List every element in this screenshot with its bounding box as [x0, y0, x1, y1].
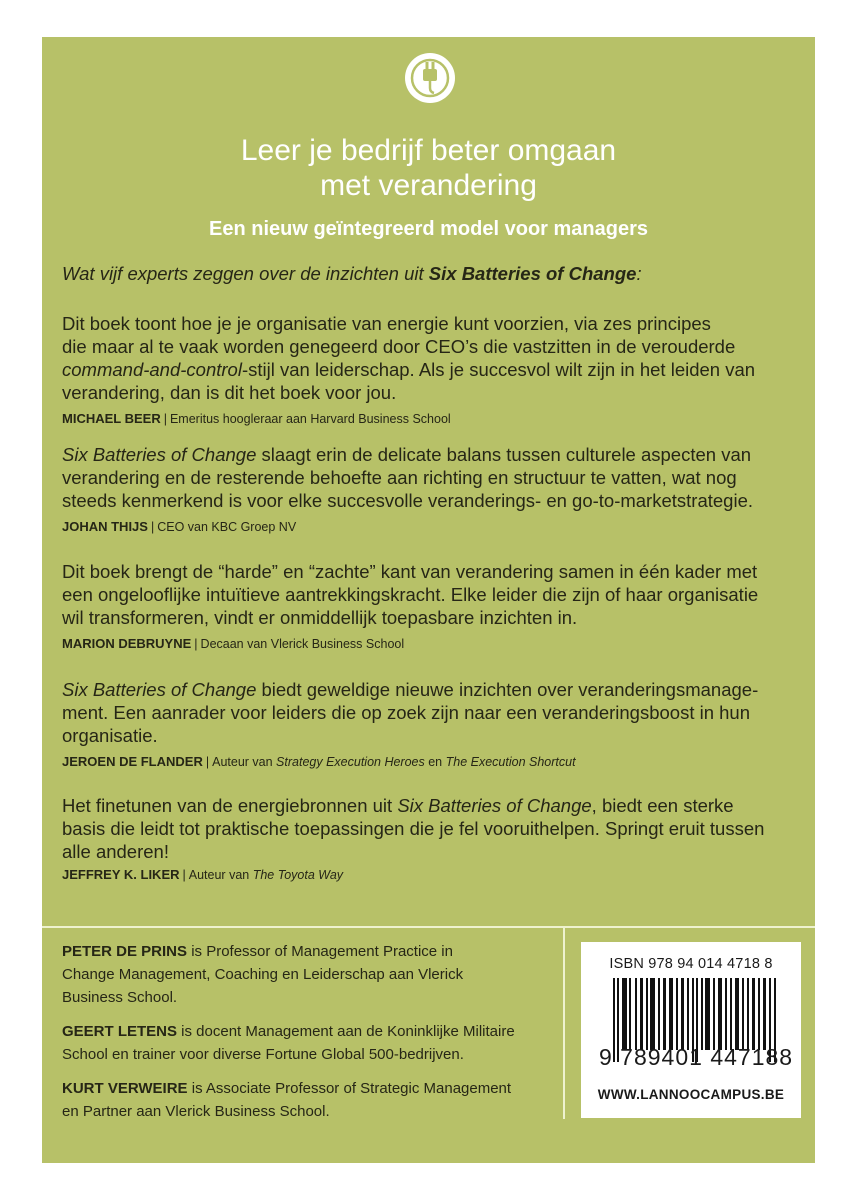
quote-attribution: MARION DEBRUYNE | Decaan van Vlerick Business School	[62, 636, 405, 651]
quote-attribution: JEFFREY K. LIKER | Auteur van The Toyota Way	[62, 867, 344, 882]
author-bios	[62, 940, 515, 1134]
quote-attribution: JOHAN THIJS | CEO van KBC Groep NV	[62, 519, 297, 534]
headline-line-1: Leer je bedrijf beter omgaan	[240, 134, 617, 167]
isbn-digits: 9 789401 447188	[599, 1044, 794, 1070]
author-name: JEFFREY K. LIKER	[62, 867, 180, 882]
horizontal-divider	[42, 926, 815, 928]
bio-kurt-verweire: KURT VERWEIRE is Associate Professor of Strategic Management en Partner aan Vlerick Business School.	[62, 1080, 512, 1120]
quote-jeffrey-liker: Het finetunen van de energiebronnen uit Six Batteries of Change, biedt een sterke basis die leidt tot praktische toepassingen die je fel vooruithelpen. Springt eruit tussen alle anderen! JEFFREY K. LIKER | Auteur van The Toyota Way	[62, 794, 802, 883]
back-cover-panel	[42, 37, 815, 1163]
author-name: MARION DEBRUYNE	[62, 636, 192, 651]
author-role: Decaan van Vlerick Business School	[200, 637, 405, 651]
power-plug-icon	[404, 52, 456, 104]
author-name: JEROEN DE FLANDER	[62, 754, 203, 769]
bio-peter-de-prins: PETER DE PRINS is Professor of Management Practice in Change Management, Coaching en Leiderschap aan Vlerick Business School.	[62, 943, 464, 1006]
isbn-barcode-box	[581, 942, 801, 1118]
quote-johan-thijs: Six Batteries of Change slaagt erin de delicate balans tussen culturele aspecten van verandering en de resterende behoefte aan richting en structuur te vatten, wat nog steeds kenmerkend is voor elke succesvolle veranderings- en go-to-marketstrategie. JOHAN THIJS | CEO van KBC Groep NV	[62, 443, 802, 535]
quote-attribution: MICHAEL BEER | Emeritus hoogleraar aan Harvard Business School	[62, 411, 451, 426]
publisher-url[interactable]: WWW.LANNOOCAMPUS.BE	[597, 1087, 785, 1102]
author-name: MICHAEL BEER	[62, 411, 161, 426]
book-title: The Toyota Way	[252, 868, 344, 882]
quote-jeroen-de-flander: Six Batteries of Change biedt geweldige nieuwe inzichten over veranderingsmanage- ment. Een aanrader voor leiders die op zoek zijn naar een veranderingsboost in hun organisatie. JEROEN DE FLANDER | Auteur van Strategy Execution Heroes en The Execution Shortcut	[62, 678, 802, 770]
author-name: JOHAN THIJS	[62, 519, 148, 534]
book-title: The Execution Shortcut	[445, 755, 576, 769]
book-title: Strategy Execution Heroes	[276, 755, 425, 769]
intro-line: Wat vijf experts zeggen over de inzichten uit Six Batteries of Change:	[62, 263, 642, 284]
author-role: CEO van KBC Groep NV	[157, 520, 297, 534]
quote-marion-debruyne: Dit boek brengt de “harde” en “zachte” kant van verandering samen in één kader met een ongelooflijke intuïtieve aantrekkingskracht. Elke leider die zijn of haar organisatie wil transformeren, vindt er onmiddellijk toepasbare inzichten in. MARION DEBRUYNE | Decaan van Vlerick Business School	[62, 560, 802, 652]
quote-attribution: JEROEN DE FLANDER | Auteur van Strategy Execution Heroes en The Execution Shortcut	[62, 754, 576, 769]
headline-line-2: met verandering	[320, 169, 537, 202]
author-role: Emeritus hoogleraar aan Harvard Business School	[169, 412, 451, 426]
headline	[42, 133, 815, 203]
isbn-label: ISBN 978 94 014 4718 8	[609, 956, 773, 972]
vertical-divider	[563, 926, 565, 1119]
subheadline: Een nieuw geïntegreerd model voor managers	[208, 218, 648, 240]
book-title: Six Batteries of Change	[428, 263, 637, 284]
bio-geert-letens: GEERT LETENS is docent Management aan de Koninklijke Militaire School en trainer voor diverse Fortune Global 500-bedrijven.	[62, 1023, 515, 1063]
quote-michael-beer: Dit boek toont hoe je je organisatie van energie kunt voorzien, via zes principes die maar al te vaak worden genegeerd door CEO’s die vastzitten in de verouderde command-and-control-stijl van leiderschap. Als je succesvol wilt zijn in het leiden van verandering, dan is dit het boek voor jou. MICHAEL BEER | Emeritus hoogleraar aan Harvard Business School	[62, 312, 802, 427]
